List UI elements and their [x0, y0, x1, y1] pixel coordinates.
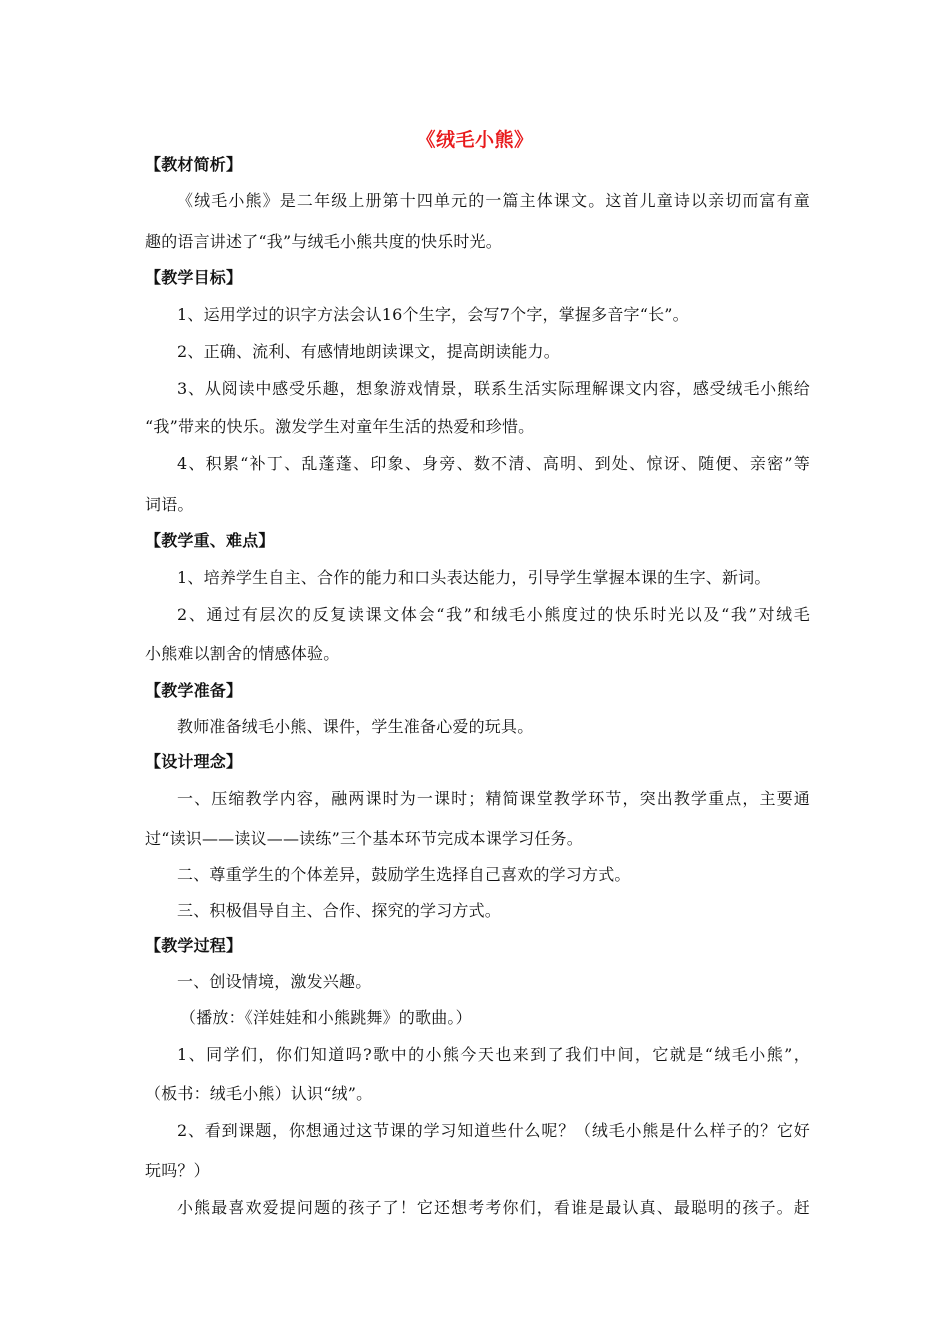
- list-item: 3、从阅读中感受乐趣，想象游戏情景，联系生活实际理解课文内容，感受绒毛小熊给: [177, 379, 810, 398]
- paragraph-line: 《绒毛小熊》是二年级上册第十四单元的一篇主体课文。这首儿童诗以亲切而富有童: [177, 191, 810, 210]
- list-item: 1、培养学生自主、合作的能力和口头表达能力，引导学生掌握本课的生字、新词。: [177, 568, 771, 587]
- list-item-continuation: 过“读识——读议——读练”三个基本环节完成本课学习任务。: [145, 829, 583, 848]
- paragraph-line: 趣的语言讲述了“我”与绒毛小熊共度的快乐时光。: [145, 232, 502, 251]
- list-item: 4、积累“补丁、乱蓬蓬、印象、身旁、数不清、高明、到处、惊讶、随便、亲密”等: [177, 454, 810, 473]
- list-item: 一、压缩教学内容，融两课时为一课时；精简课堂教学环节，突出教学重点，主要通: [177, 789, 810, 808]
- list-item-continuation: 小熊难以割舍的情感体验。: [145, 644, 340, 663]
- paragraph-line: 小熊最喜欢爱提问题的孩子了！它还想考考你们，看谁是最认真、最聪明的孩子。赶: [177, 1198, 810, 1217]
- list-item-continuation: 词语。: [145, 495, 194, 514]
- list-item-continuation: “我”带来的快乐。激发学生对童年生活的热爱和珍惜。: [145, 417, 535, 436]
- list-item: 2、正确、流利、有感情地朗读课文，提高朗读能力。: [177, 342, 560, 361]
- paragraph-line: （板书：绒毛小熊）认识“绒”。: [145, 1084, 373, 1103]
- paragraph-line: 2、看到课题，你想通过这节课的学习知道些什么呢？（绒毛小熊是什么样子的？它好: [177, 1121, 810, 1140]
- list-item: 二、尊重学生的个体差异，鼓励学生选择自己喜欢的学习方式。: [177, 865, 631, 884]
- list-item: 2、通过有层次的反复读课文体会“我”和绒毛小熊度过的快乐时光以及“我”对绒毛: [177, 605, 810, 624]
- section-heading-preparation: 【教学准备】: [145, 681, 243, 700]
- list-item: 三、积极倡导自主、合作、探究的学习方式。: [177, 901, 502, 920]
- paragraph-line: 一、创设情境，激发兴趣。: [177, 972, 372, 991]
- list-item: 1、运用学过的识字方法会认16个生字，会写7个字，掌握多音字“长”。: [177, 305, 689, 324]
- paragraph-line: 玩吗？）: [145, 1161, 210, 1180]
- section-heading-key-points: 【教学重、难点】: [145, 531, 275, 550]
- section-heading-design-concept: 【设计理念】: [145, 752, 243, 771]
- paragraph-line: 1、同学们，你们知道吗?歌中的小熊今天也来到了我们中间，它就是“绒毛小熊”，: [177, 1045, 810, 1064]
- section-heading-teaching-process: 【教学过程】: [145, 936, 243, 955]
- document-title: 《绒毛小熊》: [416, 129, 534, 151]
- paragraph-line: （播放：《洋娃娃和小熊跳舞》的歌曲。）: [180, 1008, 472, 1027]
- section-heading-teaching-goals: 【教学目标】: [145, 268, 243, 287]
- paragraph-line: 教师准备绒毛小熊、课件，学生准备心爱的玩具。: [177, 717, 534, 736]
- section-heading-textbook-analysis: 【教材简析】: [145, 155, 243, 174]
